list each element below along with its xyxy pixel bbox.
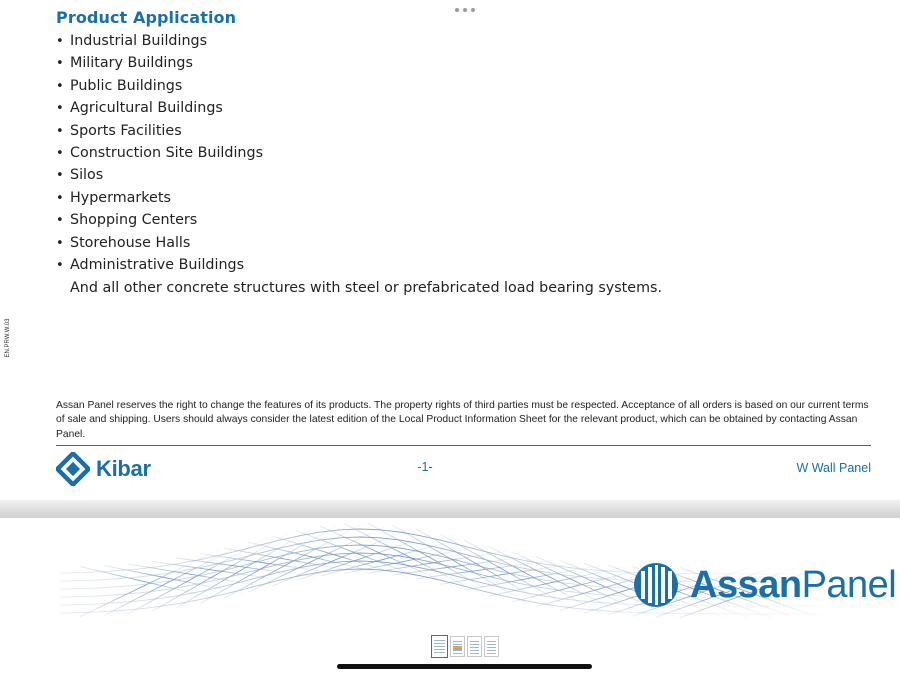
bullet-icon: • (56, 145, 64, 161)
list-item-label: Shopping Centers (70, 212, 198, 229)
bullet-icon: • (56, 190, 64, 206)
list-item (56, 30, 263, 52)
list-item (56, 52, 263, 74)
list-item (56, 187, 263, 209)
list-item-label: Storehouse Halls (70, 234, 191, 251)
list-item-label: Hypermarkets (70, 189, 171, 206)
home-indicator[interactable] (337, 664, 592, 669)
list-item (56, 97, 263, 119)
section-title: Product Application (56, 8, 237, 27)
page-thumbnail-1[interactable] (431, 635, 448, 658)
page-number: -1- (417, 460, 433, 474)
list-item-label: Construction Site Buildings (70, 144, 264, 161)
list-item (56, 232, 263, 254)
kibar-wordmark: Kibar (96, 456, 151, 481)
disclaimer-text: Assan Panel reserves the right to change the features of its products. The property rights of third parties must be respected. Acceptance of all orders is based on our current terms of sale and shipping. Users should always consider the latest edition of the Local Product Information Sheet for the relevant product, which can be obtained by contacting Assan Panel. (56, 400, 869, 440)
assan-panel-wordmark: AssanPanel (690, 563, 897, 606)
bullet-icon: • (56, 101, 64, 117)
footer-divider (56, 445, 871, 446)
list-item (56, 75, 263, 97)
bullet-icon: • (56, 213, 64, 229)
bullet-icon: • (56, 235, 64, 251)
list-item-label: Public Buildings (70, 77, 183, 94)
list-item (56, 120, 263, 142)
list-item-label: Administrative Buildings (70, 256, 245, 273)
bullet-icon: • (56, 56, 64, 72)
list-item (56, 142, 263, 164)
bullet-icon: • (56, 168, 64, 184)
bullet-icon: • (56, 123, 64, 139)
page-separator (0, 500, 900, 518)
ellipsis-icon[interactable] (455, 6, 475, 14)
kibar-logo (56, 452, 151, 486)
page-thumbnail-2[interactable] (450, 636, 465, 657)
closing-text: And all other concrete structures with steel or prefabricated load bearing systems. (70, 280, 663, 296)
bullet-icon: • (56, 257, 64, 273)
list-item-label: Silos (70, 167, 104, 184)
page-thumbnails (431, 636, 499, 658)
list-item (56, 254, 263, 276)
list-item-label: Military Buildings (70, 55, 193, 72)
kibar-diamond-icon (56, 452, 90, 486)
page-thumbnail-3[interactable] (467, 636, 482, 657)
list-item-label: Sports Facilities (70, 122, 182, 139)
product-name: W Wall Panel (796, 461, 871, 475)
assan-emblem-icon (632, 562, 680, 608)
assan-panel-logo (632, 563, 896, 607)
list-item (56, 209, 263, 231)
page-thumbnail-4[interactable] (484, 636, 499, 657)
list-item (56, 164, 263, 186)
bullet-icon: • (56, 34, 64, 49)
list-item-label: Industrial Buildings (70, 33, 208, 49)
bullet-icon: • (56, 78, 64, 94)
list-item-label: Agricultural Buildings (70, 100, 223, 117)
application-list (56, 30, 263, 276)
document-code: EN.PRW.W.03 (5, 318, 11, 358)
